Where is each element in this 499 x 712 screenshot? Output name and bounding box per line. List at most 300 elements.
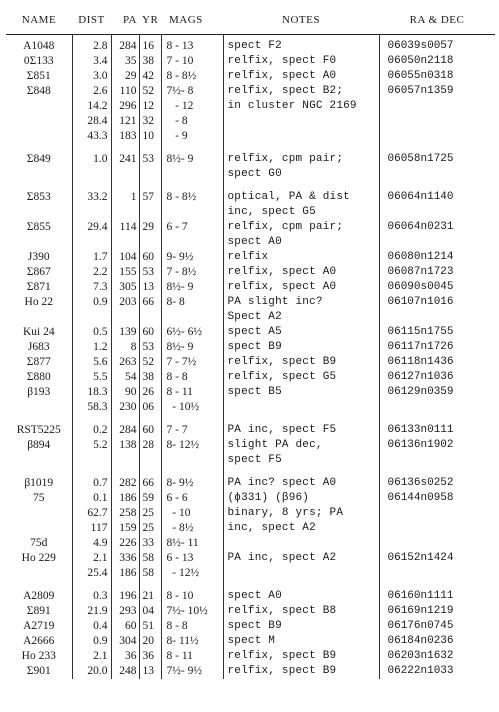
cell-dist: 1.2 [72, 340, 111, 355]
cell-dist: 20.0 [72, 664, 111, 679]
table-row [6, 129, 495, 144]
cell-yr: 58 [139, 551, 161, 566]
cell-notes: relfix, spect B8 [223, 604, 379, 619]
cell-yr: 20 [139, 634, 161, 649]
cell-notes: spect B9 [223, 340, 379, 355]
table-row [6, 340, 495, 355]
cell-dist: 33.2 [72, 182, 111, 205]
cell-notes: spect B5 [223, 385, 379, 400]
cell-yr: 60 [139, 325, 161, 340]
cell-yr: 28 [139, 438, 161, 453]
table-row [6, 182, 495, 205]
cell-pa: 284 [111, 35, 139, 55]
cell-ra-dec: 06090s0045 [379, 280, 495, 295]
cell-yr: 38 [139, 54, 161, 69]
cell-mags: 8½- 11 [161, 536, 223, 551]
cell-pa: 186 [111, 566, 139, 581]
cell-notes: PA inc, spect F5 [223, 415, 379, 438]
cell-yr: 51 [139, 619, 161, 634]
cell-notes: slight PA dec, [223, 438, 379, 453]
table-row [6, 355, 495, 370]
cell-name: Kui 24 [22, 326, 55, 338]
cell-mags: 8- 11½ [161, 634, 223, 649]
cell-dist: 62.7 [72, 506, 111, 521]
cell-name: Σ880 [26, 371, 51, 383]
cell-notes: relfix, spect B2; [223, 84, 379, 99]
cell-name: Σ853 [26, 191, 51, 203]
table-row [6, 220, 495, 235]
cell-ra-dec: 06118n1436 [379, 355, 495, 370]
cell-name: RST5225 [16, 424, 61, 436]
cell-name: 75 [33, 492, 45, 504]
cell-ra-dec: 06115n1755 [379, 325, 495, 340]
cell-yr: 13 [139, 280, 161, 295]
cell-dist: 0.4 [72, 619, 111, 634]
cell-ra-dec: 06039s0057 [379, 35, 495, 55]
cell-mags: 9- 9½ [161, 250, 223, 265]
table-row [6, 114, 495, 129]
cell-pa: 305 [111, 280, 139, 295]
cell-mags: 8 - 11 [161, 649, 223, 664]
table-row [6, 566, 495, 581]
cell-name: Σ867 [26, 266, 51, 278]
table-row [6, 250, 495, 265]
table-row [6, 280, 495, 295]
cell-notes: relfix, spect A0 [223, 69, 379, 84]
header-notes: NOTES [223, 6, 379, 35]
cell-pa: 139 [111, 325, 139, 340]
cell-name: Σ855 [26, 221, 51, 233]
cell-ra-dec: 06136n1902 [379, 438, 495, 453]
table-row [6, 536, 495, 551]
cell-ra-dec: 06222n1033 [379, 664, 495, 679]
cell-dist: 7.3 [72, 280, 111, 295]
cell-ra-dec: 06064n0231 [379, 220, 495, 235]
cell-dist: 3.4 [72, 54, 111, 69]
cell-ra-dec: 06184n0236 [379, 634, 495, 649]
cell-pa: 155 [111, 265, 139, 280]
cell-notes: relfix, spect B9 [223, 355, 379, 370]
cell-mags [161, 310, 223, 325]
cell-dist: 2.1 [72, 551, 111, 566]
cell-name: 75d [30, 537, 48, 549]
table-row [6, 325, 495, 340]
cell-yr [139, 205, 161, 220]
cell-name: A1048 [23, 40, 55, 52]
cell-ra-dec: 06050n2118 [379, 54, 495, 69]
cell-dist: 2.6 [72, 84, 111, 99]
cell-yr: 33 [139, 536, 161, 551]
cell-pa: 36 [111, 649, 139, 664]
cell-pa: 8 [111, 340, 139, 355]
cell-name [6, 205, 72, 220]
cell-ra-dec: 06144n0958 [379, 491, 495, 506]
cell-name [6, 167, 72, 182]
cell-pa: 138 [111, 438, 139, 453]
cell-notes [223, 400, 379, 415]
cell-notes: relfix [223, 250, 379, 265]
cell-pa: 336 [111, 551, 139, 566]
cell-yr: 10 [139, 129, 161, 144]
cell-pa: 248 [111, 664, 139, 679]
cell-yr: 53 [139, 144, 161, 167]
cell-mags: 8 - 8 [161, 619, 223, 634]
cell-mags [161, 453, 223, 468]
cell-mags: - 10½ [161, 400, 223, 415]
cell-yr: 38 [139, 370, 161, 385]
cell-notes: Spect A2 [223, 310, 379, 325]
cell-ra-dec: 06136s0252 [379, 468, 495, 491]
cell-name [6, 99, 72, 114]
table-row [6, 385, 495, 400]
cell-notes: spect G0 [223, 167, 379, 182]
cell-mags: 7 - 8½ [161, 265, 223, 280]
table-row [6, 468, 495, 491]
cell-ra-dec: 06176n0745 [379, 619, 495, 634]
table-row [6, 54, 495, 69]
cell-notes: binary, 8 yrs; PA [223, 506, 379, 521]
cell-name: Σ901 [26, 665, 51, 677]
cell-ra-dec [379, 566, 495, 581]
table-row [6, 235, 495, 250]
cell-mags: 8- 9½ [161, 468, 223, 491]
cell-notes: spect M [223, 634, 379, 649]
cell-ra-dec [379, 536, 495, 551]
table-row [6, 167, 495, 182]
cell-yr: 59 [139, 491, 161, 506]
header-yr: YR [139, 6, 161, 35]
cell-yr: 32 [139, 114, 161, 129]
cell-yr: 58 [139, 566, 161, 581]
cell-dist: 117 [72, 521, 111, 536]
cell-name: β193 [27, 386, 51, 398]
cell-mags: 7 - 7 [161, 415, 223, 438]
header-dist: DIST [72, 6, 111, 35]
cell-dist [72, 453, 111, 468]
cell-notes [223, 114, 379, 129]
cell-yr: 53 [139, 340, 161, 355]
header-pa: PA [111, 6, 139, 35]
cell-yr [139, 167, 161, 182]
cell-ra-dec [379, 310, 495, 325]
cell-yr [139, 310, 161, 325]
cell-dist: 28.4 [72, 114, 111, 129]
cell-name: A2666 [23, 635, 55, 647]
table-row [6, 649, 495, 664]
cell-dist: 43.3 [72, 129, 111, 144]
cell-pa: 258 [111, 506, 139, 521]
cell-yr: 25 [139, 506, 161, 521]
cell-mags: - 8½ [161, 521, 223, 536]
cell-name: Σ871 [26, 281, 51, 293]
cell-dist: 0.9 [72, 634, 111, 649]
cell-ra-dec: 06133n0111 [379, 415, 495, 438]
cell-pa: 159 [111, 521, 139, 536]
cell-name [6, 506, 72, 521]
cell-yr: 25 [139, 521, 161, 536]
cell-yr: 42 [139, 69, 161, 84]
cell-mags: 7 - 7½ [161, 355, 223, 370]
cell-mags: 8½- 9 [161, 144, 223, 167]
cell-name [6, 400, 72, 415]
cell-ra-dec: 06057n1359 [379, 84, 495, 99]
table-row [6, 438, 495, 453]
table-row [6, 506, 495, 521]
cell-yr: 52 [139, 84, 161, 99]
cell-dist: 3.0 [72, 69, 111, 84]
cell-dist: 0.3 [72, 581, 111, 604]
cell-ra-dec: 06055n0318 [379, 69, 495, 84]
cell-name: J683 [27, 341, 50, 353]
cell-pa: 296 [111, 99, 139, 114]
header-name: NAME [6, 6, 72, 35]
cell-notes: relfix, spect A0 [223, 280, 379, 295]
cell-mags: 8 - 8½ [161, 69, 223, 84]
cell-mags: 8 - 13 [161, 35, 223, 55]
cell-notes: (ϕ331) (β96) [223, 491, 379, 506]
cell-mags: 7½- 9½ [161, 664, 223, 679]
cell-mags: 8 - 8 [161, 370, 223, 385]
cell-mags: 7½- 8 [161, 84, 223, 99]
cell-ra-dec [379, 453, 495, 468]
cell-pa: 293 [111, 604, 139, 619]
cell-name: Σ877 [26, 356, 51, 368]
cell-mags [161, 167, 223, 182]
cell-pa: 196 [111, 581, 139, 604]
cell-yr: 29 [139, 220, 161, 235]
cell-dist: 2.1 [72, 649, 111, 664]
cell-notes: inc, spect A2 [223, 521, 379, 536]
cell-name [6, 521, 72, 536]
cell-pa: 284 [111, 415, 139, 438]
cell-dist: 4.9 [72, 536, 111, 551]
table-row [6, 205, 495, 220]
cell-pa: 282 [111, 468, 139, 491]
cell-mags: 6 - 13 [161, 551, 223, 566]
cell-name: A2719 [23, 620, 55, 632]
cell-dist: 18.3 [72, 385, 111, 400]
cell-notes: relfix, spect B9 [223, 649, 379, 664]
cell-name: β1019 [24, 477, 54, 489]
cell-yr: 04 [139, 604, 161, 619]
cell-ra-dec: 06058n1725 [379, 144, 495, 167]
cell-pa: 121 [111, 114, 139, 129]
cell-pa: 183 [111, 129, 139, 144]
cell-ra-dec: 06152n1424 [379, 551, 495, 566]
cell-notes: inc, spect G5 [223, 205, 379, 220]
cell-pa: 304 [111, 634, 139, 649]
cell-dist [72, 235, 111, 250]
cell-pa: 203 [111, 295, 139, 310]
table-row [6, 491, 495, 506]
table-row [6, 521, 495, 536]
cell-notes: PA inc, spect A2 [223, 551, 379, 566]
cell-ra-dec: 06087n1723 [379, 265, 495, 280]
cell-pa: 60 [111, 619, 139, 634]
cell-mags: 8 - 8½ [161, 182, 223, 205]
cell-notes: in cluster NGC 2169 [223, 99, 379, 114]
cell-ra-dec: 06080n1214 [379, 250, 495, 265]
cell-ra-dec [379, 205, 495, 220]
cell-name: 0Σ133 [23, 55, 54, 67]
cell-mags: 6 - 7 [161, 220, 223, 235]
cell-dist: 5.5 [72, 370, 111, 385]
cell-yr: 57 [139, 182, 161, 205]
cell-mags: - 10 [161, 506, 223, 521]
cell-pa [111, 167, 139, 182]
cell-mags: 8- 8 [161, 295, 223, 310]
cell-pa: 90 [111, 385, 139, 400]
cell-ra-dec [379, 235, 495, 250]
cell-yr: 53 [139, 265, 161, 280]
cell-pa [111, 205, 139, 220]
cell-name: Ho 229 [21, 552, 56, 564]
table-row [6, 581, 495, 604]
cell-pa: 263 [111, 355, 139, 370]
cell-name: A2809 [23, 590, 55, 602]
cell-pa: 35 [111, 54, 139, 69]
cell-pa [111, 310, 139, 325]
cell-name [6, 310, 72, 325]
cell-pa: 1 [111, 182, 139, 205]
cell-dist [72, 205, 111, 220]
cell-ra-dec [379, 521, 495, 536]
table-row [6, 453, 495, 468]
cell-notes: relfix, cpm pair; [223, 144, 379, 167]
cell-notes: spect B9 [223, 619, 379, 634]
cell-dist: 21.9 [72, 604, 111, 619]
cell-yr: 66 [139, 295, 161, 310]
cell-pa: 114 [111, 220, 139, 235]
cell-yr [139, 453, 161, 468]
cell-dist: 2.2 [72, 265, 111, 280]
cell-name: Σ851 [26, 70, 51, 82]
cell-ra-dec [379, 129, 495, 144]
cell-ra-dec: 06107n1016 [379, 295, 495, 310]
cell-notes [223, 566, 379, 581]
cell-mags: 7 - 10 [161, 54, 223, 69]
table-row [6, 415, 495, 438]
table-row [6, 69, 495, 84]
cell-name [6, 235, 72, 250]
cell-mags: 7½- 10½ [161, 604, 223, 619]
cell-ra-dec: 06127n1036 [379, 370, 495, 385]
cell-dist: 14.2 [72, 99, 111, 114]
cell-yr: 12 [139, 99, 161, 114]
table-row [6, 310, 495, 325]
cell-pa: 54 [111, 370, 139, 385]
cell-dist: 25.4 [72, 566, 111, 581]
cell-yr: 66 [139, 468, 161, 491]
cell-notes: PA slight inc? [223, 295, 379, 310]
cell-dist: 58.3 [72, 400, 111, 415]
cell-mags: 8½- 9 [161, 340, 223, 355]
cell-notes: spect A5 [223, 325, 379, 340]
cell-notes: spect F2 [223, 35, 379, 55]
cell-dist [72, 310, 111, 325]
cell-yr: 16 [139, 35, 161, 55]
cell-dist: 1.0 [72, 144, 111, 167]
cell-notes: optical, PA & dist [223, 182, 379, 205]
table-row [6, 84, 495, 99]
table-header [6, 6, 495, 35]
cell-yr: 60 [139, 415, 161, 438]
cell-dist: 0.1 [72, 491, 111, 506]
table-row [6, 400, 495, 415]
cell-yr: 52 [139, 355, 161, 370]
cell-name: Σ848 [26, 85, 51, 97]
cell-pa: 226 [111, 536, 139, 551]
table-row [6, 265, 495, 280]
cell-ra-dec: 06160n1111 [379, 581, 495, 604]
cell-pa [111, 235, 139, 250]
cell-yr: 26 [139, 385, 161, 400]
table-row [6, 295, 495, 310]
cell-notes: relfix, spect A0 [223, 265, 379, 280]
table-row [6, 144, 495, 167]
cell-pa: 186 [111, 491, 139, 506]
cell-mags: 6 - 6 [161, 491, 223, 506]
table-row [6, 634, 495, 649]
cell-pa [111, 453, 139, 468]
cell-notes: relfix, spect G5 [223, 370, 379, 385]
cell-name: Ho 233 [21, 650, 56, 662]
header-ra-dec: RA & DEC [379, 6, 495, 35]
header-mags: MAGS [161, 6, 223, 35]
cell-dist: 0.7 [72, 468, 111, 491]
cell-name [6, 453, 72, 468]
table-row [6, 664, 495, 679]
cell-ra-dec [379, 99, 495, 114]
cell-name [6, 129, 72, 144]
cell-yr: 13 [139, 664, 161, 679]
cell-mags: 8½- 9 [161, 280, 223, 295]
cell-ra-dec: 06064n1140 [379, 182, 495, 205]
cell-yr: 06 [139, 400, 161, 415]
cell-name: J390 [27, 251, 50, 263]
table-row [6, 99, 495, 114]
cell-mags: 8- 12½ [161, 438, 223, 453]
cell-name: β894 [27, 439, 51, 451]
cell-notes: spect A0 [223, 235, 379, 250]
cell-notes [223, 536, 379, 551]
cell-name: Ho 22 [24, 296, 53, 308]
cell-name: Σ891 [26, 605, 51, 617]
cell-name [6, 114, 72, 129]
cell-yr: 60 [139, 250, 161, 265]
cell-dist: 5.2 [72, 438, 111, 453]
cell-ra-dec: 06117n1726 [379, 340, 495, 355]
cell-dist [72, 167, 111, 182]
cell-dist: 5.6 [72, 355, 111, 370]
cell-notes: relfix, cpm pair; [223, 220, 379, 235]
cell-pa: 110 [111, 84, 139, 99]
cell-dist: 29.4 [72, 220, 111, 235]
cell-pa: 230 [111, 400, 139, 415]
table-row [6, 35, 495, 55]
cell-dist: 1.7 [72, 250, 111, 265]
cell-ra-dec: 06129n0359 [379, 385, 495, 400]
cell-yr: 36 [139, 649, 161, 664]
cell-pa: 241 [111, 144, 139, 167]
cell-name: Σ849 [26, 153, 51, 165]
cell-mags: - 9 [161, 129, 223, 144]
cell-ra-dec: 06169n1219 [379, 604, 495, 619]
cell-pa: 104 [111, 250, 139, 265]
cell-notes: relfix, spect B9 [223, 664, 379, 679]
cell-mags: - 8 [161, 114, 223, 129]
table-row [6, 619, 495, 634]
